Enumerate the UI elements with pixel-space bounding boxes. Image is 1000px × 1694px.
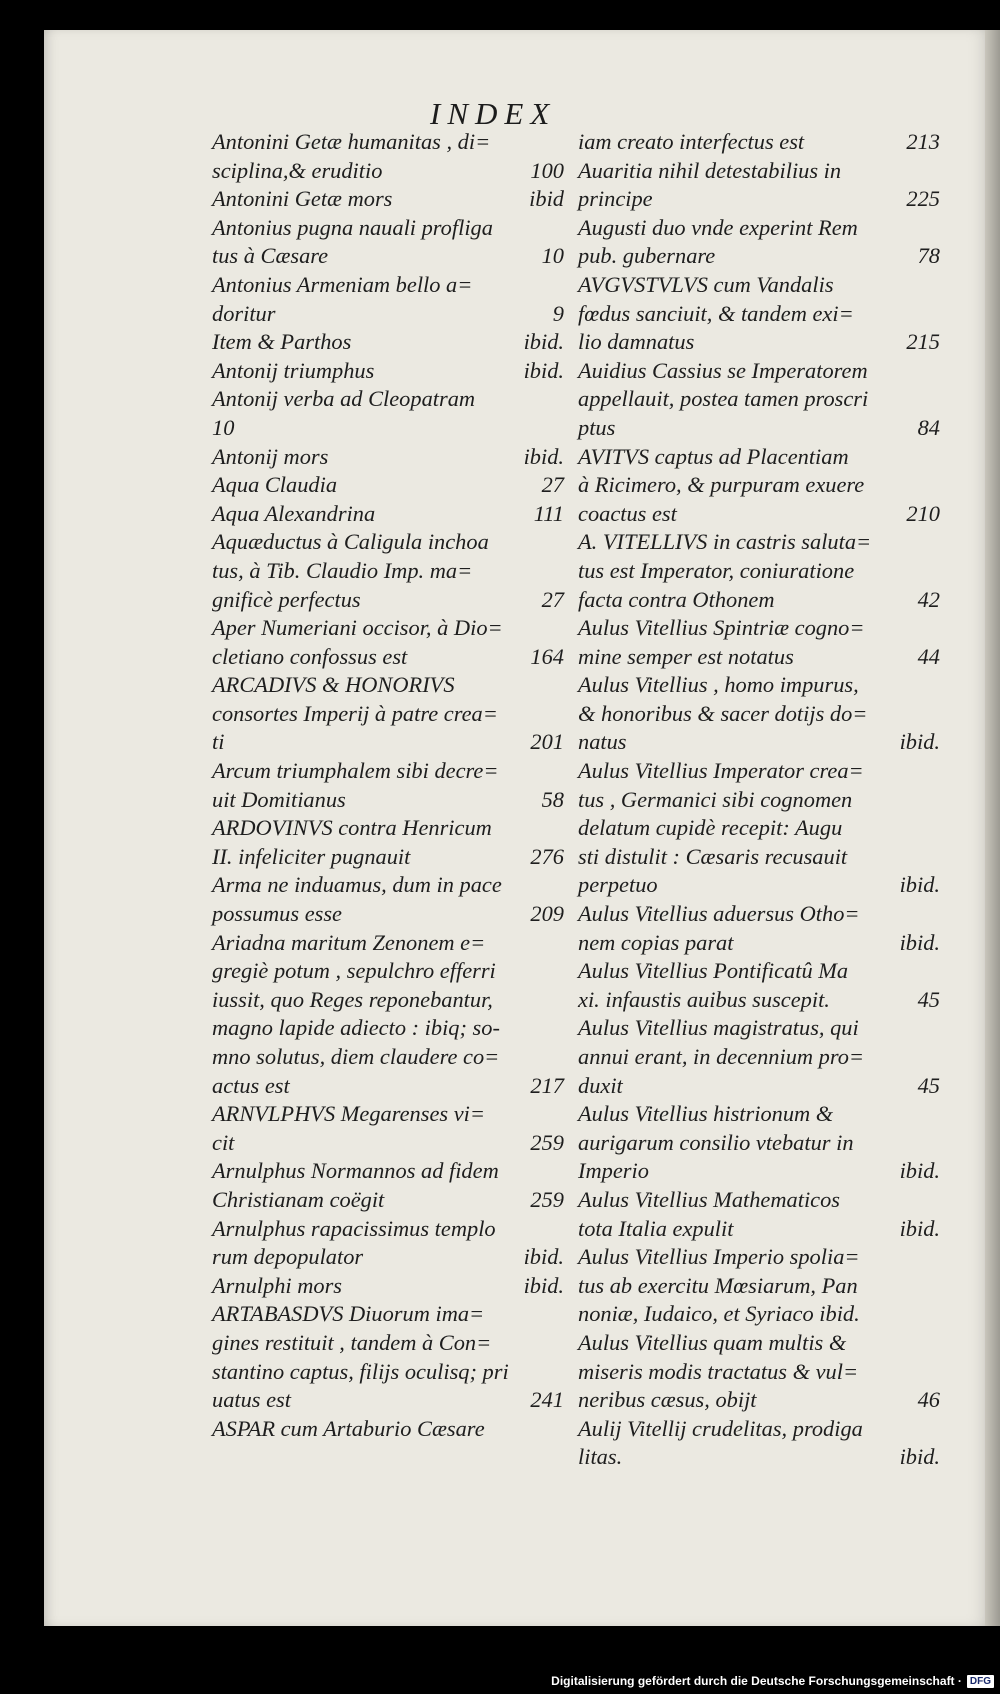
index-line (578, 557, 940, 586)
entry-text: Aqua Claudia (212, 472, 338, 498)
entry-page-ref: 225 (906, 186, 940, 212)
entry-text: Antonij verba ad Cleopatram (212, 386, 476, 412)
entry-page-ref: 259 (530, 1129, 564, 1155)
index-line (212, 986, 564, 1015)
entry-text: II. infeliciter pugnauit (212, 843, 411, 869)
entry-text: doritur (212, 300, 276, 326)
index-line (212, 814, 564, 843)
entry-text: Item & Parthos (212, 329, 352, 355)
index-line (578, 957, 940, 986)
entry-text: rum depopulator (212, 1244, 364, 1270)
footer-credit (551, 1672, 994, 1690)
index-line (212, 643, 564, 672)
entry-text: facta contra Othonem (578, 586, 775, 612)
index-line (578, 157, 940, 186)
index-line (212, 1415, 564, 1444)
entry-text: xi. infaustis auibus suscepit. (578, 986, 830, 1012)
index-line (212, 728, 564, 757)
entry-text: Antonini Getæ mors (212, 186, 393, 212)
index-line (578, 1386, 940, 1415)
entry-text: Aulij Vitellij crudelitas, prodiga (578, 1415, 863, 1441)
entry-page-ref: 111 (533, 500, 564, 526)
index-line (578, 357, 940, 386)
entry-text: tota Italia expulit (578, 1215, 734, 1241)
entry-text: 10 (212, 414, 235, 440)
entry-text: AVITVS captus ad Placentiam (578, 443, 849, 469)
entry-text: cletiano confossus est (212, 643, 408, 669)
entry-text: A. VITELLIVS in castris saluta= (578, 529, 872, 555)
index-line (578, 1100, 940, 1129)
index-line (578, 871, 940, 900)
entry-text: iussit, quo Reges reponebantur, (212, 986, 493, 1012)
index-line (578, 614, 940, 643)
entry-page-ref: ibid (529, 186, 564, 212)
entry-text: Antonij mors (212, 443, 329, 469)
entry-page-ref: 210 (906, 500, 940, 526)
entry-text: tus à Cæsare (212, 243, 329, 269)
entry-text: AVGVSTVLVS cum Vandalis (578, 271, 834, 297)
entry-page-ref: ibid. (523, 329, 564, 355)
entry-text: ptus (578, 414, 616, 440)
index-line (212, 757, 564, 786)
entry-text: natus (578, 729, 627, 755)
entry-text: perpetuo (578, 872, 658, 898)
index-line (212, 1300, 564, 1329)
index-line (578, 528, 940, 557)
entry-text: ARCADIVS & HONORIVS (212, 672, 455, 698)
index-line (578, 1215, 940, 1244)
entry-text: neribus cæsus, obijt (578, 1387, 757, 1413)
entry-page-ref: ibid. (523, 1272, 564, 1298)
index-line (578, 643, 940, 672)
index-line (578, 586, 940, 615)
index-line (212, 1215, 564, 1244)
entry-page-ref: ibid. (899, 729, 940, 755)
entry-page-ref: 201 (530, 729, 564, 755)
entry-page-ref: 45 (917, 1072, 940, 1098)
entry-text: Aulus Vitellius Imperio spolia= (578, 1244, 860, 1270)
index-line (578, 1186, 940, 1215)
entry-text: Aquæductus à Caligula inchoa (212, 529, 489, 555)
entry-text: Aulus Vitellius Spintriæ cogno= (578, 615, 865, 641)
index-line (578, 300, 940, 329)
index-line (578, 1072, 940, 1101)
entry-text: ARNVLPHVS Megarenses vi= (212, 1101, 485, 1127)
index-line (578, 786, 940, 815)
entry-text: à Ricimero, & purpuram exuere (578, 472, 865, 498)
entry-text: coactus est (578, 500, 677, 526)
entry-text: principe (578, 186, 653, 212)
entry-text: miseris modis tractatus & vul= (578, 1358, 859, 1384)
entry-text: consortes Imperij à patre crea= (212, 700, 498, 726)
entry-text: tus ab exercitu Mœsiarum, Pan (578, 1272, 858, 1298)
entry-text: tus est Imperator, coniuratione (578, 557, 855, 583)
entry-page-ref: 58 (541, 786, 564, 812)
entry-page-ref: ibid. (523, 1244, 564, 1270)
entry-text: Imperio (578, 1158, 649, 1184)
entry-text: pub. gubernare (578, 243, 716, 269)
entry-text: ARDOVINVS contra Henricum (212, 815, 492, 841)
entry-page-ref: 45 (917, 986, 940, 1012)
entry-text: delatum cupidè recepit: Augu (578, 815, 843, 841)
index-line (578, 757, 940, 786)
index-line (212, 1043, 564, 1072)
index-line (212, 1386, 564, 1415)
index-line (578, 443, 940, 472)
entry-text: Aqua Alexandrina (212, 500, 376, 526)
index-line (212, 385, 564, 414)
index-line (578, 328, 940, 357)
index-line (578, 128, 940, 157)
entry-text: noniæ, Iudaico, et Syriaco ibid. (578, 1301, 860, 1327)
entry-text: fœdus sanciuit, & tandem exi= (578, 300, 854, 326)
index-line (212, 1329, 564, 1358)
entry-text: Christianam coëgit (212, 1186, 385, 1212)
entry-text: cit (212, 1129, 235, 1155)
index-line (578, 1157, 940, 1186)
index-line (212, 128, 564, 157)
index-line (578, 214, 940, 243)
index-line (212, 700, 564, 729)
entry-page-ref: 100 (530, 157, 564, 183)
index-line (578, 700, 940, 729)
footer-text: Digitalisierung gefördert durch die Deutsche Forschungsgemeinschaft · (551, 1674, 962, 1688)
entry-text: actus est (212, 1072, 290, 1098)
index-line (212, 871, 564, 900)
index-line (212, 1129, 564, 1158)
index-line (212, 1100, 564, 1129)
index-line (578, 843, 940, 872)
entry-text: Arnulphus rapacissimus templo (212, 1215, 496, 1241)
entry-text: litas. (578, 1444, 623, 1470)
entry-page-ref: 259 (530, 1186, 564, 1212)
index-line (212, 443, 564, 472)
entry-text: ASPAR cum Artaburio Cæsare (212, 1415, 485, 1441)
index-line (212, 557, 564, 586)
entry-text: Aulus Vitellius Pontificatû Ma (578, 958, 849, 984)
entry-text: Auidius Cassius se Imperatorem (578, 357, 868, 383)
entry-text: Augusti duo vnde experint Rem (578, 214, 858, 240)
index-line (578, 271, 940, 300)
entry-text: tus , Germanici sibi cognomen (578, 786, 853, 812)
entry-text: uit Domitianus (212, 786, 346, 812)
index-line (578, 900, 940, 929)
index-line (578, 242, 940, 271)
index-line (212, 1014, 564, 1043)
entry-text: mno solutus, diem claudere co= (212, 1044, 500, 1069)
entry-page-ref: 215 (906, 329, 940, 355)
entry-page-ref: ibid. (899, 872, 940, 898)
entry-page-ref: 9 (552, 300, 564, 326)
entry-text: appellauit, postea tamen proscri (578, 386, 869, 412)
index-line (578, 185, 940, 214)
entry-text: lio damnatus (578, 329, 695, 355)
index-line (578, 929, 940, 958)
entry-text: Antonius pugna nauali profliga (212, 214, 493, 240)
entry-text: nem copias parat (578, 929, 734, 955)
entry-page-ref: 27 (541, 586, 564, 612)
entry-text: Antonini Getæ humanitas , di= (212, 129, 491, 154)
entry-page-ref: 44 (917, 643, 940, 669)
entry-text: Antonij triumphus (212, 357, 375, 383)
index-line (212, 357, 564, 386)
entry-text: duxit (578, 1072, 623, 1098)
index-line (212, 1186, 564, 1215)
entry-page-ref: 78 (917, 243, 940, 269)
entry-text: stantino captus, filijs oculisq; pri (212, 1358, 509, 1384)
entry-text: aurigarum consilio vtebatur in (578, 1129, 854, 1155)
entry-text: annui erant, in decennium pro= (578, 1044, 865, 1069)
entry-text: tus, à Tib. Claudio Imp. ma= (212, 557, 473, 583)
index-line (212, 843, 564, 872)
entry-text: Ariadna maritum Zenonem e= (212, 929, 486, 955)
entry-text: Aulus Vitellius histrionum & (578, 1101, 834, 1127)
index-line (212, 500, 564, 529)
entry-page-ref: 213 (906, 129, 940, 154)
index-line (578, 1243, 940, 1272)
entry-page-ref: 241 (530, 1387, 564, 1413)
entry-text: & honoribus & sacer dotijs do= (578, 700, 868, 726)
index-line (212, 328, 564, 357)
entry-text: ARTABASDVS Diuorum ima= (212, 1301, 485, 1327)
entry-text: Auaritia nihil detestabilius in (578, 157, 842, 183)
entry-text: gregiè potum , sepulchro efferri (212, 958, 496, 984)
index-line (578, 1329, 940, 1358)
entry-page-ref: 10 (541, 243, 564, 269)
dfg-logo: DFG (967, 1675, 994, 1688)
entry-text: Aulus Vitellius quam multis & (578, 1329, 847, 1355)
entry-page-ref: 217 (530, 1072, 564, 1098)
entry-page-ref: 209 (530, 901, 564, 927)
index-line (578, 1443, 940, 1472)
index-line (212, 1072, 564, 1101)
entry-text: gines restituit , tandem à Con= (212, 1329, 492, 1355)
index-line (578, 986, 940, 1015)
page-right-edge (985, 30, 1000, 1626)
index-line (212, 271, 564, 300)
entry-page-ref: 84 (917, 414, 940, 440)
entry-text: sti distulit : Cæsaris recusauit (578, 843, 848, 869)
index-line (212, 185, 564, 214)
index-line (578, 1300, 940, 1329)
entry-text: magno lapide adiecto : ibiq; so- (212, 1015, 500, 1041)
index-line (212, 1157, 564, 1186)
index-line (212, 214, 564, 243)
entry-text: Aulus Vitellius Mathematicos (578, 1186, 841, 1212)
index-line (578, 1358, 940, 1387)
entry-text: Aper Numeriani occisor, à Dio= (212, 615, 503, 641)
entry-page-ref: 276 (530, 843, 564, 869)
index-line (578, 1014, 940, 1043)
entry-text: Aulus Vitellius magistratus, qui (578, 1015, 859, 1041)
entry-page-ref: ibid. (899, 929, 940, 955)
entry-text: Arcum triumphalem sibi decre= (212, 758, 499, 784)
index-line (212, 586, 564, 615)
index-line (578, 385, 940, 414)
entry-page-ref: 46 (917, 1387, 940, 1413)
entry-page-ref: ibid. (899, 1215, 940, 1241)
entry-text: Aulus Vitellius aduersus Otho= (578, 901, 860, 927)
index-line (212, 957, 564, 986)
index-line (212, 1243, 564, 1272)
entry-text: Aulus Vitellius Imperator crea= (578, 758, 864, 784)
entry-text: possumus esse (212, 901, 342, 927)
entry-text: Arnulphus Normannos ad fidem (212, 1158, 499, 1184)
entry-text: Arma ne induamus, dum in pace (212, 872, 502, 898)
index-line (578, 1415, 940, 1444)
entry-text: gnificè perfectus (212, 586, 361, 612)
index-line (212, 242, 564, 271)
index-line (212, 414, 564, 443)
entry-page-ref: ibid. (899, 1444, 940, 1470)
index-line (578, 1272, 940, 1301)
index-line (212, 929, 564, 958)
entry-page-ref: 42 (917, 586, 940, 612)
index-line (578, 728, 940, 757)
index-line (212, 786, 564, 815)
entry-page-ref: ibid. (523, 357, 564, 383)
index-line (578, 471, 940, 500)
index-line (578, 1129, 940, 1158)
index-column-left (212, 128, 564, 1443)
entry-page-ref: 164 (530, 643, 564, 669)
entry-text: mine semper est notatus (578, 643, 794, 669)
index-line (578, 414, 940, 443)
index-line (578, 671, 940, 700)
index-line (212, 900, 564, 929)
index-line (212, 471, 564, 500)
entry-page-ref: 27 (541, 472, 564, 498)
index-line (212, 671, 564, 700)
index-line (578, 1043, 940, 1072)
index-line (212, 614, 564, 643)
index-line (212, 1358, 564, 1387)
index-line (212, 528, 564, 557)
index-line (212, 1272, 564, 1301)
index-line (212, 300, 564, 329)
entry-text: sciplina,& eruditio (212, 157, 383, 183)
index-line (578, 814, 940, 843)
entry-text: uatus est (212, 1387, 291, 1413)
entry-page-ref: ibid. (523, 443, 564, 469)
entry-text: ti (212, 729, 225, 755)
entry-text: Arnulphi mors (212, 1272, 343, 1298)
index-line (212, 157, 564, 186)
page-header: INDEX (430, 96, 557, 131)
entry-text: Aulus Vitellius , homo impurus, (578, 672, 859, 698)
entry-page-ref: ibid. (899, 1158, 940, 1184)
entry-text: iam creato interfectus est (578, 129, 805, 154)
index-line (578, 500, 940, 529)
index-column-right (578, 128, 940, 1472)
entry-text: Antonius Armeniam bello a= (212, 271, 473, 297)
